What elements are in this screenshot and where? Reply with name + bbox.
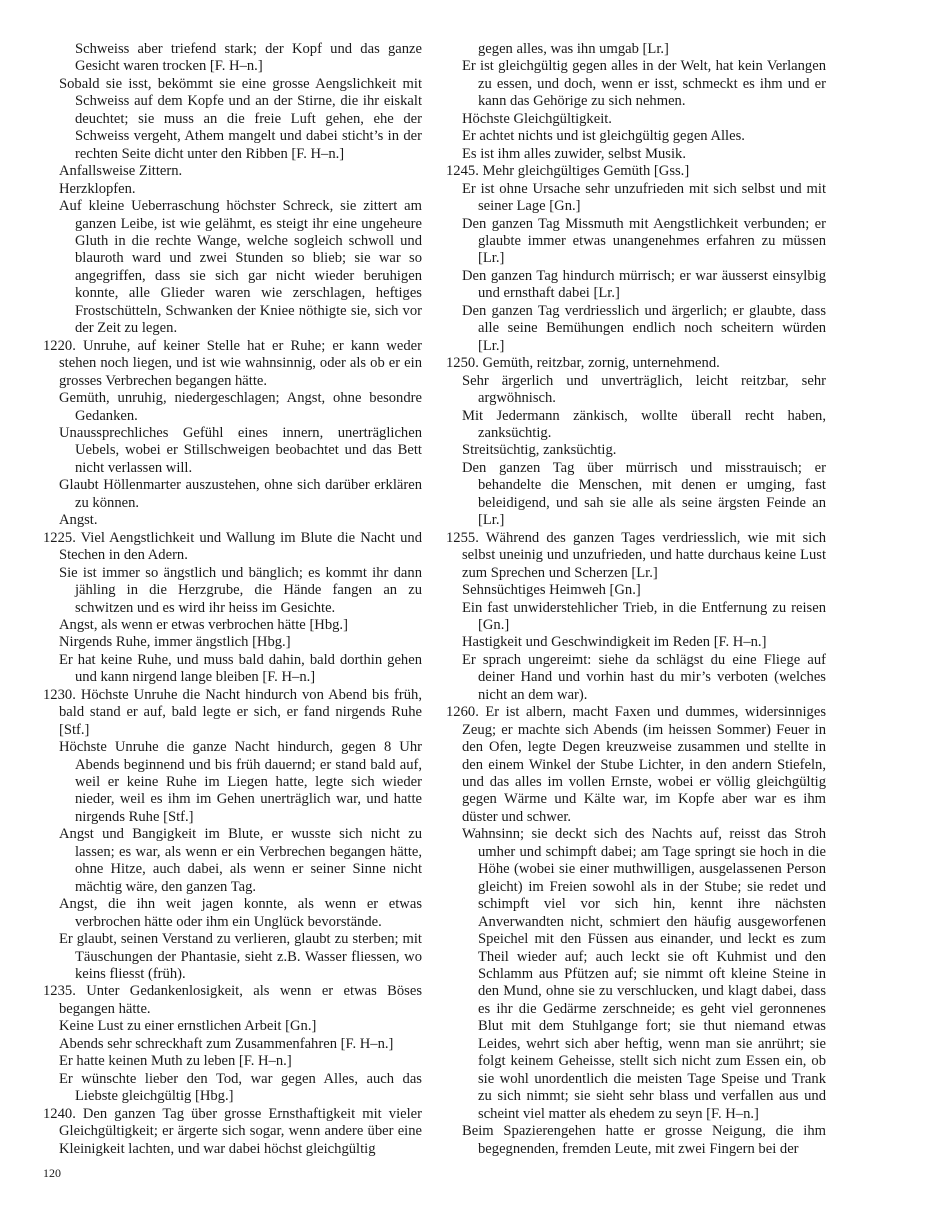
symptom-entry: Angst, als wenn er etwas verbrochen hätte [Hbg.]: [59, 616, 348, 633]
symptom-entry: Er hatte keinen Muth zu leben [F. H–n.]: [59, 1053, 292, 1070]
symptom-entry: gegen alles, was ihn umgab [Lr.]: [478, 41, 669, 57]
symptom-entry: Er achtet nichts und ist gleichgültig gegen Alles.: [462, 128, 745, 145]
numbered-entry: 1245. Mehr gleichgültiges Gemüth [Gss.]: [446, 163, 690, 180]
symptom-entry: Keine Lust zu einer ernstlichen Arbeit [Gn.]: [59, 1018, 317, 1035]
symptom-entry: Den ganzen Tag Missmuth mit Aengstlichkeit verbunden; er glaubte immer etwas unangenehmes erfahren zu müssen [Lr.]: [462, 215, 826, 267]
symptom-entry: Glaubt Höllenmarter auszustehen, ohne sich darüber erklären zu können.: [59, 477, 422, 511]
symptom-entry: Auf kleine Ueberraschung höchster Schreck, sie zittert am ganzen Leibe, ist wie gelähmt, es steigt ihr eine ungeheure Gluth in die rechte Wange, welche sogleich schwoll und blauroth ward und zwei Stunden so blieb; sie war so angegriffen, dass sie sich gar nicht wieder beruhigen konnte, alle Glieder waren wie zerschlagen, heftiges Frostschütteln, Schwanken der Kniee nöthigte sie, sich vor der Zeit zu legen.: [59, 198, 422, 337]
symptom-entry: Er sprach ungereimt: siehe da schlägst du eine Fliege auf deiner Hand und vorhin hast du mir’s verboten (welches nicht an dem war).: [462, 651, 826, 703]
symptom-entry: Er wünschte lieber den Tod, war gegen Alles, auch das Liebste gleichgültig [Hbg.]: [59, 1070, 422, 1105]
numbered-entry: 1255. Während des ganzen Tages verdriesslich, wie mit sich selbst uneinig und unzufrieden, und hatte durchaus keine Lust zum Sprechen und Scherzen [Lr.]: [446, 529, 826, 581]
symptom-entry: Wahnsinn; sie deckt sich des Nachts auf, reisst das Stroh umher und schimpft dabei; am Tage springt sie hoch in die Höhe (wobei sie einer muthwilligen, ausgelassenen Person gleicht) im Freien sowohl als in der Stube; sie redet und schimpft viel vor sich hin, kennt ihre nächsten Anverwandten nicht, schmiert den häufig ausgeworfenen Speichel mit den Füssen aus einander, und leckt es zum Theil wieder auf; auch leckt sie oft Kuhmist und den Schlamm aus Pfützen auf; sie nimmt oft kleine Steine in den Mund, ohne sie zu verschlucken, und klagt dabei, dass es ihr die Gedärme zerschneide; es geht viel geronnenes Blut mit dem Stuhlgange fort; sie thut niemand etwas Leides, wehrt sich aber heftig, wenn man sie anrührt; sie folgt keinem Geheisse, stellt sich nicht zum Essen ein, ob sie wohl unordentlich die meisten Tage Speise und Trank zu sich nimmt; sie sieht sehr blass und verfallen aus und scheint viel matter als ehedem zu seyn [F. H–n.]: [462, 826, 826, 1122]
symptom-entry: Hastigkeit und Geschwindigkeit im Reden [F. H–n.]: [462, 634, 767, 651]
numbered-entry: 1230. Höchste Unruhe die Nacht hindurch von Abend bis früh, bald stand er auf, bald legte er sich, er fand nirgends Ruhe [Stf.]: [43, 686, 422, 738]
symptom-entry: Den ganzen Tag verdriesslich und ärgerlich; er glaubte, dass alle seine Bemühungen endlich noch scheitern würden [Lr.]: [462, 302, 826, 354]
symptom-entry: Herzklopfen.: [59, 180, 136, 197]
symptom-entry: Er hat keine Ruhe, und muss bald dahin, bald dorthin gehen und kann nirgend lange bleiben [F. H–n.]: [59, 651, 422, 686]
symptom-entry: Den ganzen Tag hindurch mürrisch; er war äusserst einsylbig und ernsthaft dabei [Lr.]: [462, 267, 826, 302]
symptom-entry: Abends sehr schreckhaft zum Zusammenfahren [F. H–n.]: [59, 1035, 394, 1052]
symptom-entry: Nirgends Ruhe, immer ängstlich [Hbg.]: [59, 634, 291, 651]
symptom-entry: Sie ist immer so ängstlich und bänglich; es kommt ihr dann jähling in die Herzgrube, die Hände fangen an zu schwitzen und es wird ihr heiss im Gesichte.: [59, 564, 422, 616]
symptom-entry: Sobald sie isst, bekömmt sie eine grosse Aengslichkeit mit Schweiss auf dem Kopfe und an der Stirne, die ihr eiskalt deuchtet; sie muss an die freie Luft gehen, ehe der Schweiss vergeht, Athem mangelt und dabei sticht’s in der rechten Seite dicht unter den Ribben [F. H–n.]: [59, 75, 422, 162]
symptom-entry: Angst.: [59, 512, 98, 529]
symptom-entry: Sehr ärgerlich und unverträglich, leicht reitzbar, sehr argwöhnisch.: [462, 372, 826, 407]
symptom-entry: Er ist gleichgültig gegen alles in der Welt, hat kein Verlangen zu essen, und doch, wenn er isst, schmeckt es ihm und er kann das Gehörige zu sich nehmen.: [462, 58, 826, 110]
numbered-entry: 1260. Er ist albern, macht Faxen und dummes, widersinniges Zeug; er machte sich Abends (im heissen Sommer) Feuer in den Ofen, legte Degen kreuzweise zusammen und stellte in den einem Winkel der Stube Lichter, in den andern Stiefeln, und das alles im vollen Ernste, wobei er völlig gleichgültig gegen Wärme und Kälte war, im Kopfe aber war es ihm düster und schwer.: [446, 704, 826, 825]
symptom-entry: Ein fast unwiderstehlicher Trieb, in die Entfernung zu reisen [Gn.]: [462, 599, 826, 633]
page-number: 120: [43, 1166, 61, 1180]
symptom-entry: Anfallsweise Zittern.: [59, 163, 183, 180]
left-column: [43, 41, 422, 1158]
symptom-entry: Höchste Gleichgültigkeit.: [462, 110, 612, 127]
symptom-entry: Es ist ihm alles zuwider, selbst Musik.: [462, 145, 686, 162]
symptom-entry: Gemüth, unruhig, niedergeschlagen; Angst, ohne besondre Gedanken.: [59, 390, 422, 424]
symptom-entry: Er ist ohne Ursache sehr unzufrieden mit sich selbst und mit seiner Lage [Gn.]: [462, 180, 826, 215]
numbered-entry: 1225. Viel Aengstlichkeit und Wallung im Blute die Nacht und Stechen in den Adern.: [43, 529, 422, 564]
symptom-entry: Angst und Bangigkeit im Blute, er wusste sich nicht zu lassen; es war, als wenn er ein Verbrechen begangen hätte, ohne Hitze, auch dabei, als wenn er seiner Sinne nicht mächtig wäre, den ganzen Tag.: [59, 826, 422, 895]
symptom-entry: Unaussprechliches Gefühl eines innern, unerträglichen Uebels, wobei er Stillschweigen beobachtet und das Bett nicht verlassen will.: [59, 424, 422, 476]
symptom-entry: Er glaubt, seinen Verstand zu verlieren, glaubt zu sterben; mit Täuschungen der Phantasie, sieht z.B. Wasser fliessen, wo keins fliesst (früh).: [59, 931, 422, 983]
symptom-entry: Beim Spazierengehen hatte er grosse Neigung, die ihm begegnenden, fremden Leute, mit zwei Fingern bei der: [462, 1123, 826, 1157]
symptom-entry: Schweiss aber triefend stark; der Kopf und das ganze Gesicht waren trocken [F. H–n.]: [75, 41, 422, 75]
symptom-entry: Sehnsüchtiges Heimweh [Gn.]: [462, 582, 641, 599]
symptom-entry: Mit Jedermann zänkisch, wollte überall recht haben, zanksüchtig.: [462, 407, 826, 441]
symptom-entry: Höchste Unruhe die ganze Nacht hindurch, gegen 8 Uhr Abends beginnend und bis früh dauernd; er stand bald auf, weil er keine Ruhe im Liegen hatte, legte sich wieder nieder, weil es ihm im Gehen unerträglich war, und hatte nirgends Ruhe [Stf.]: [59, 739, 422, 825]
symptom-entry: Streitsüchtig, zanksüchtig.: [462, 442, 617, 459]
numbered-entry: 1235. Unter Gedankenlosigkeit, als wenn er etwas Böses begangen hätte.: [43, 983, 422, 1017]
right-column: [446, 41, 826, 1158]
symptom-entry: Den ganzen Tag über mürrisch und misstrauisch; er behandelte die Menschen, mit denen er umging, fast beleidigend, und sah sie alle als seine ärgsten Feinde an [Lr.]: [462, 459, 826, 529]
symptom-entry: Angst, die ihn weit jagen konnte, als wenn er etwas verbrochen hätte oder ihm ein Unglück bevorstände.: [59, 896, 422, 930]
numbered-entry: 1240. Den ganzen Tag über grosse Ernsthaftigkeit mit vieler Gleichgültigkeit; er ärgerte sich sogar, wenn andere über eine Kleinigkeit lachten, und war dabei höchst gleichgültig: [43, 1105, 422, 1157]
numbered-entry: 1250. Gemüth, reitzbar, zornig, unternehmend.: [446, 355, 720, 372]
numbered-entry: 1220. Unruhe, auf keiner Stelle hat er Ruhe; er kann weder stehen noch liegen, und ist wie wahnsinnig, oder als ob er ein grosses Verbrechen begangen hätte.: [43, 337, 422, 389]
